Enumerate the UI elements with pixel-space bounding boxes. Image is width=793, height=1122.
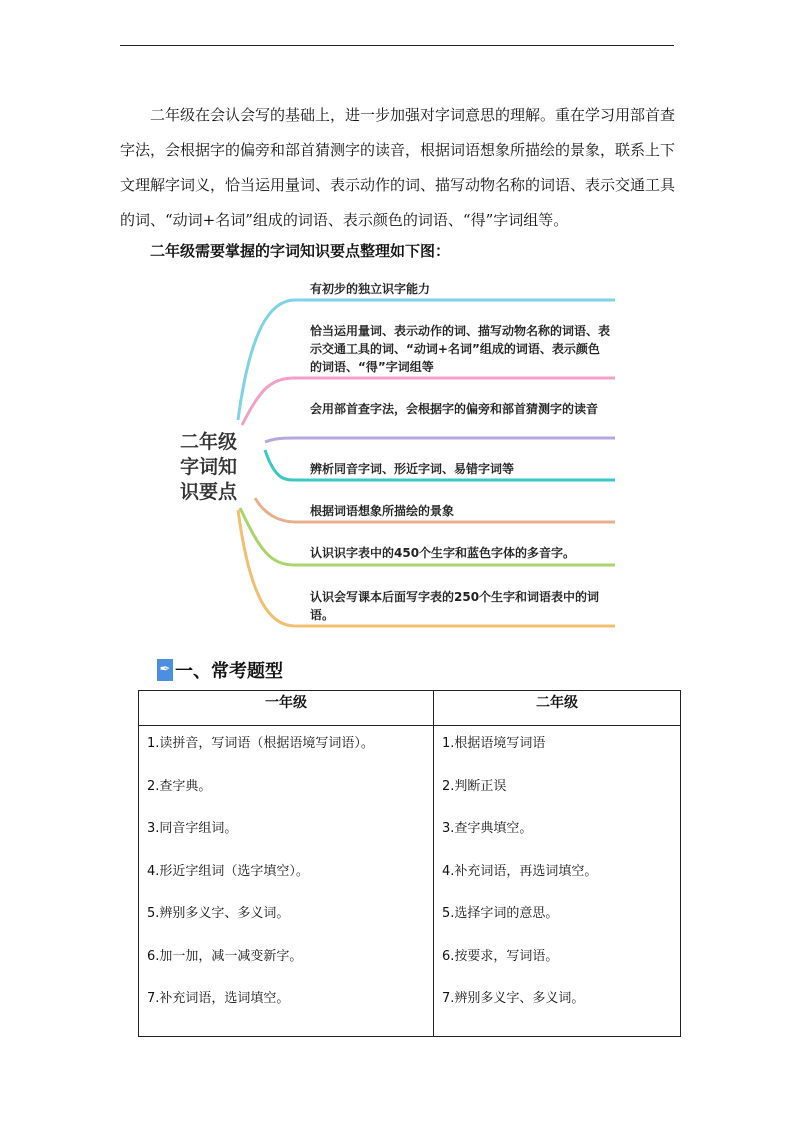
branch-curve-3 — [265, 438, 615, 442]
intro-text: 二年级在会认会写的基础上，进一步加强对字词意思的理解。重在学习用部首查字法，会根据字的偏旁和部首猜测字的读音，根据词语想象所描绘的景象，联系上下文理解字词义，恰当运用量词、表示动作的词、描写动物名称的词语、表示交通工具的词、“动词+名词”组成的词语、表示颜色的词语、“得”字词组等。 — [120, 106, 676, 229]
grade1-item: 5.辨别多义字、多义词。 — [147, 906, 290, 921]
grade1-item: 6.加一加，减一减变新字。 — [147, 948, 303, 964]
question-types-table — [138, 690, 681, 1037]
grade1-item: 3.同音字组词。 — [147, 821, 238, 836]
branch-3: 会用部首查字法，会根据字的偏旁和部首猜测字的读音 — [310, 402, 599, 416]
branch-4: 辨析同音字词、形近字词、易错字词等 — [310, 462, 515, 476]
branch-6: 认识识字表中的450个生字和蓝色字体的多音字。 — [310, 546, 576, 560]
grade2-item: 1.根据语境写词语 — [442, 736, 546, 751]
grade2-column — [434, 726, 681, 1037]
grade2-item: 7.辨别多义字、多义词。 — [442, 991, 585, 1006]
pen-icon: ✒ — [157, 659, 173, 681]
section-title — [157, 657, 283, 683]
branch-5: 根据词语想象所描绘的景象 — [310, 504, 455, 518]
branch-2: 恰当运用量词、表示动作的词、描写动物名称的词语、表示交通工具的词、“动词+名词”组成的词语、表示颜色的词语、“得”字词组等 — [310, 324, 611, 374]
grade2-item: 4.补充词语，再选词填空。 — [442, 863, 598, 879]
grade2-item: 2.判断正误 — [442, 778, 507, 794]
intro-paragraph — [120, 98, 680, 238]
grade2-item: 6.按要求，写词语。 — [442, 948, 559, 964]
grade2-item: 3.查字典填空。 — [442, 821, 533, 836]
grade1-item: 1.读拼音，写词语（根据语境写词语）。 — [147, 736, 374, 751]
section-title-text: 一、常考题型 — [175, 661, 283, 682]
grade1-item: 2.查字典。 — [147, 778, 212, 794]
header-grade1: 一年级 — [139, 691, 434, 726]
mind-map — [170, 270, 630, 640]
grade1-item: 7.补充词语，选词填空。 — [147, 991, 290, 1006]
grade2-item: 5.选择字词的意思。 — [442, 906, 559, 921]
header-rule — [120, 45, 674, 46]
grade1-item: 4.形近字组词（选字填空）。 — [147, 863, 309, 879]
subheading: 二年级需要掌握的字词知识要点整理如下图： — [150, 242, 451, 260]
grade1-column — [139, 726, 434, 1037]
header-grade2: 二年级 — [434, 691, 681, 726]
mind-map-center: 二年级字词知识要点 — [180, 431, 238, 503]
branch-7: 认识会写课本后面写字表的250个生字和词语表中的词语。 — [310, 590, 600, 622]
branch-1: 有初步的独立识字能力 — [310, 282, 431, 296]
